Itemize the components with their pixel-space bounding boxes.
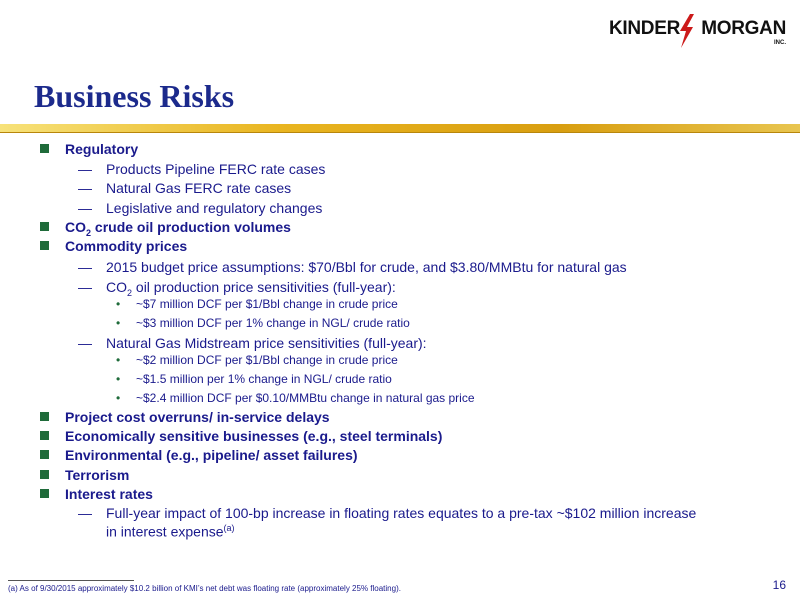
square-bullet-icon [40, 144, 49, 153]
bullet-text: Economically sensitive businesses (e.g., steel terminals) [65, 428, 443, 444]
dot-bullet-icon: • [116, 372, 121, 386]
bullet-text: crude oil production volumes [91, 219, 291, 235]
sub-sub-bullet-item [116, 316, 410, 330]
sub-sub-bullet-item [116, 353, 398, 367]
bullet-text: ~$3 million DCF per 1% change in NGL/ crude ratio [136, 316, 410, 330]
bullet-item [40, 486, 153, 502]
square-bullet-icon [40, 470, 49, 479]
subscript: 2 [86, 227, 92, 238]
bullet-item [40, 447, 358, 463]
bullet-text: 2015 budget price assumptions: $70/Bbl for crude, and $3.80/MMBtu for natural gas [106, 259, 627, 275]
bullet-text: Regulatory [65, 141, 139, 157]
bullet-text: ~$2 million DCF per $1/Bbl change in crude price [136, 353, 398, 367]
square-bullet-icon [40, 431, 49, 440]
dash-bullet-icon: — [78, 180, 92, 196]
bullet-text: Legislative and regulatory changes [106, 200, 323, 216]
footnote-divider [8, 580, 134, 581]
title-divider [0, 124, 800, 132]
sub-bullet-item [78, 279, 396, 298]
subscript: 2 [127, 287, 133, 298]
slide-title: Business Risks [34, 78, 235, 114]
square-bullet-icon [40, 241, 49, 250]
sub-bullet-item [78, 335, 427, 351]
sub-bullet-item [78, 523, 235, 540]
dash-bullet-icon: — [78, 161, 92, 177]
sub-bullet-item [78, 200, 322, 216]
sub-sub-bullet-item [116, 372, 392, 386]
bullet-item [40, 219, 291, 238]
bullet-text: Natural Gas FERC rate cases [106, 180, 292, 196]
bullet-text: Full-year impact of 100-bp increase in floating rates equates to a pre-tax ~$102 million increase [106, 505, 697, 521]
bullet-text: Products Pipeline FERC rate cases [106, 161, 326, 177]
sub-bullet-item [78, 161, 325, 177]
dash-bullet-icon: — [78, 505, 92, 521]
bullet-text: oil production price sensitivities (full-year): [132, 279, 396, 295]
sub-sub-bullet-item [116, 391, 475, 405]
sub-bullet-item [78, 505, 696, 521]
dot-bullet-icon: • [116, 316, 121, 330]
dash-bullet-icon: — [78, 335, 92, 351]
bullet-text: Terrorism [65, 467, 130, 483]
sub-bullet-item [78, 259, 627, 275]
kinder-morgan-logo [602, 14, 792, 48]
bullet-text: Project cost overruns/ in-service delays [65, 409, 330, 425]
logo-inc: INC. [774, 40, 786, 46]
bullet-text: ~$7 million DCF per $1/Bbl change in crude price [136, 297, 398, 311]
square-bullet-icon [40, 450, 49, 459]
bullet-text: Interest rates [65, 486, 153, 502]
dash-bullet-icon: — [78, 259, 92, 275]
dot-bullet-icon: • [116, 297, 121, 311]
bullet-text: Environmental (e.g., pipeline/ asset failures) [65, 447, 358, 463]
logo-word-right: MORGAN [701, 18, 786, 39]
bullet-text-prefix: CO [65, 219, 86, 235]
dash-bullet-icon: — [78, 279, 92, 295]
title-divider-line [0, 132, 800, 133]
bullet-text: Natural Gas Midstream price sensitivities (full-year): [106, 335, 427, 351]
footnote: (a) As of 9/30/2015 approximately $10.2 billion of KMI’s net debt was floating rate (approximately 25% floating). [8, 584, 401, 593]
square-bullet-icon [40, 412, 49, 421]
square-bullet-icon [40, 222, 49, 231]
bullet-text: in interest expense [106, 523, 224, 540]
sub-sub-bullet-item [116, 297, 398, 311]
bullet-item [40, 141, 138, 157]
dot-bullet-icon: • [116, 353, 121, 367]
dash-bullet-icon: — [78, 200, 92, 216]
page-number: 16 [772, 578, 786, 592]
bullet-item [40, 467, 129, 483]
bullet-item [40, 409, 330, 425]
bullet-item [40, 428, 442, 444]
bullet-item [40, 238, 187, 254]
footnote-marker: (a) [223, 523, 235, 533]
logo-word-left: KINDER [608, 18, 680, 39]
bullet-text: ~$1.5 million per 1% change in NGL/ crude ratio [136, 372, 392, 386]
dot-bullet-icon: • [116, 391, 121, 405]
lightning-bolt-icon [676, 14, 696, 48]
sub-bullet-item [78, 180, 291, 196]
bullet-text: ~$2.4 million DCF per $0.10/MMBtu change in natural gas price [136, 391, 475, 405]
bullet-text: Commodity prices [65, 238, 188, 254]
square-bullet-icon [40, 489, 49, 498]
bullet-text-prefix: CO [106, 279, 127, 295]
